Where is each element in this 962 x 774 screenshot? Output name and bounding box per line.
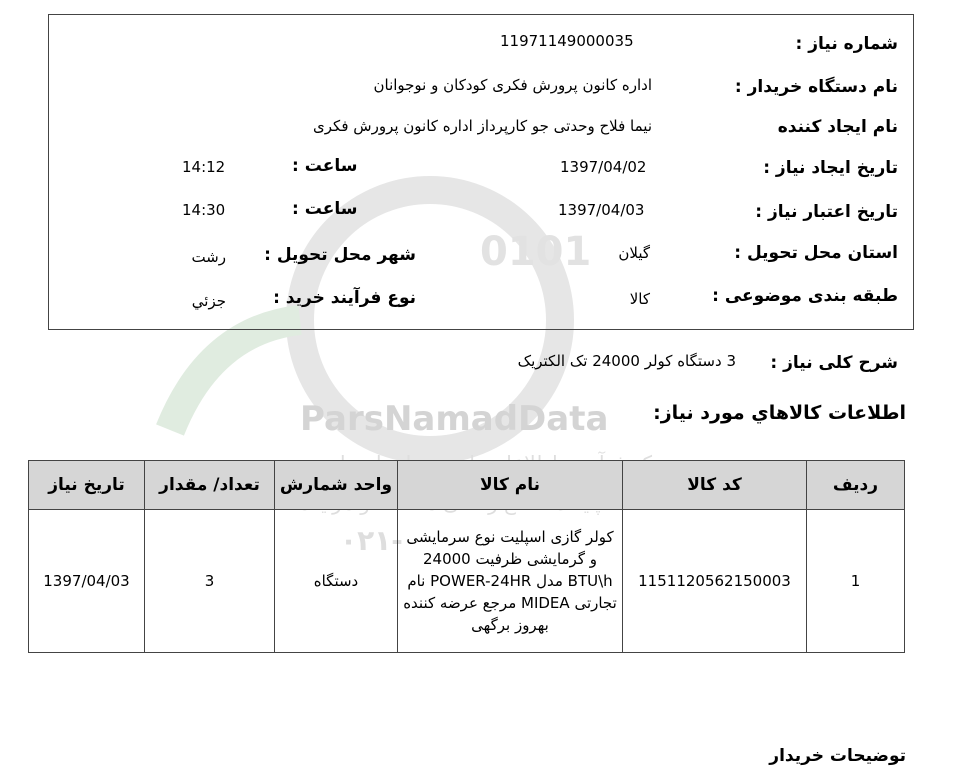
header-quantity: تعداد/ مقدار bbox=[145, 461, 275, 510]
valid-time-label: ساعت : bbox=[292, 199, 358, 219]
buyer-org-value: اداره کانون پرورش فکری کودکان و نوجوانان bbox=[373, 76, 652, 94]
summary-value: 3 دستگاه کولر 24000 تک الکتریک bbox=[517, 352, 736, 370]
watermark-digits: 0101 bbox=[480, 229, 592, 275]
city-label: شهر محل تحویل : bbox=[264, 245, 416, 265]
header-unit: واحد شمارش bbox=[275, 461, 398, 510]
goods-table bbox=[28, 460, 905, 653]
category-value: کالا bbox=[629, 290, 650, 308]
valid-time-value: 14:30 bbox=[182, 201, 226, 219]
cell-row-number: 1 bbox=[807, 510, 905, 653]
purchase-process-label: نوع فرآیند خرید : bbox=[273, 288, 416, 308]
creator-value: نیما فلاح وحدتی جو کارپرداز اداره کانون پرورش فکری bbox=[313, 117, 652, 135]
create-date-label: تاریخ ایجاد نیاز : bbox=[763, 158, 898, 178]
table-row bbox=[29, 510, 905, 653]
cell-need-date: 1397/04/03 bbox=[29, 510, 145, 653]
cell-unit: دستگاه bbox=[275, 510, 398, 653]
city-value: رشت bbox=[191, 248, 226, 266]
header-need-date: تاریخ نیاز bbox=[29, 461, 145, 510]
need-number-value: 11971149000035 bbox=[500, 32, 634, 50]
province-label: استان محل تحویل : bbox=[734, 243, 898, 263]
goods-table-header-row bbox=[29, 461, 905, 510]
header-goods-name: نام کالا bbox=[398, 461, 623, 510]
buyer-notes-title: توضیحات خریدار bbox=[769, 746, 906, 766]
create-time-value: 14:12 bbox=[182, 158, 226, 176]
header-goods-code: کد کالا bbox=[623, 461, 807, 510]
creator-label: نام ایجاد کننده bbox=[777, 117, 898, 137]
summary-label: شرح کلی نیاز : bbox=[770, 353, 898, 373]
cell-goods-code: 1151120562150003 bbox=[623, 510, 807, 653]
category-label: طبقه بندی موضوعی : bbox=[712, 286, 898, 306]
header-row-number: ردیف bbox=[807, 461, 905, 510]
goods-section-title: اطلاعات کالاهاي مورد نیاز: bbox=[653, 402, 906, 424]
watermark-phone: ۰۲۱- bbox=[340, 524, 403, 557]
create-time-label: ساعت : bbox=[292, 156, 358, 176]
buyer-org-label: نام دستگاه خریدار : bbox=[734, 77, 898, 97]
create-date-value: 1397/04/02 bbox=[560, 158, 647, 176]
cell-quantity: 3 bbox=[145, 510, 275, 653]
province-value: گیلان bbox=[618, 244, 650, 262]
valid-date-label: تاریخ اعتبار نیاز : bbox=[755, 202, 898, 222]
purchase-process-value: جزئي bbox=[191, 292, 226, 310]
valid-date-value: 1397/04/03 bbox=[558, 201, 645, 219]
need-number-label: شماره نیاز : bbox=[795, 34, 898, 54]
cell-goods-name: کولر گازی اسپلیت نوع سرمایشی و گرمایشی ظرفیت 24000 BTU\h مدل POWER-24HR نام تجارتی MIDEA مرجع عرضه کننده بهروز برگهی bbox=[398, 510, 623, 653]
watermark-brand: ParsNamadData bbox=[300, 399, 609, 439]
